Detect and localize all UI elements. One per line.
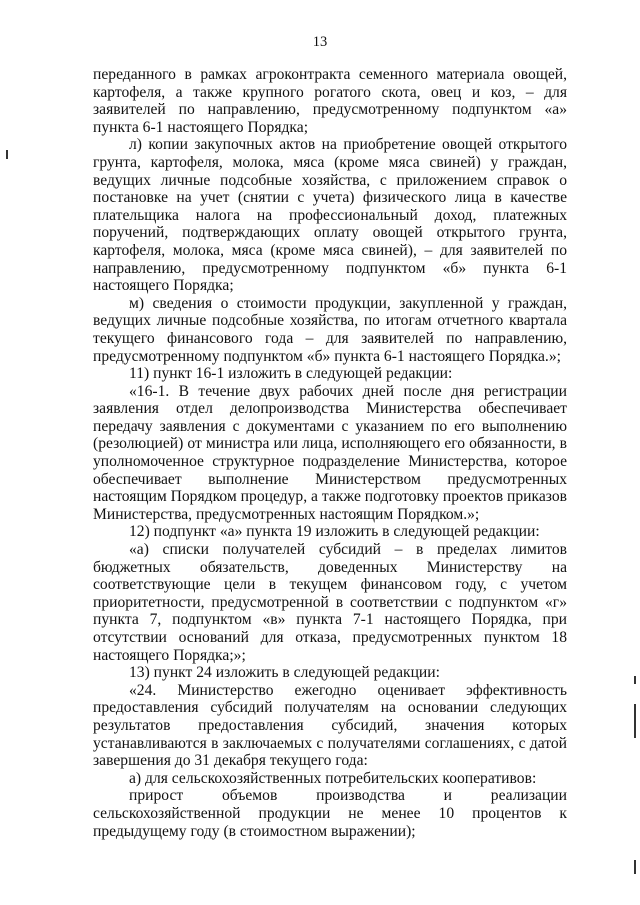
paragraph-clause-16-1: «16-1. В течение двух рабочих дней после дня регистрации заявления отдел делопроизводства Министерства обеспечивает передачу заявления с документами с указанием по его выполнению (резолюцией) от министра или лица, исполняющего его обязанности, в уполномоченное структурное подразделение Министерства, которое обеспечивает выполнение Министерством предусмотренных настоящим Порядком процедур, а также подготовку проектов приказов Министерства, предусмотренных настоящим Порядком.»; xyxy=(93,382,567,523)
scan-mark-right-2 xyxy=(634,704,636,738)
paragraph-continuation: переданного в рамках агроконтракта семенного материала овощей, картофеля, а также крупного рогатого скота, овец и коз, – для заявителей по направлению, предусмотренному подпунктом «а» пункта 6-1 настоящего Порядка; xyxy=(93,66,567,136)
paragraph-clause-24: «24. Министерство ежегодно оценивает эффективность предоставления субсидий получателям на основании следующих результатов предоставления субсидий, значения которых устанавливаются в заключаемых с получателями соглашениях, с датой завершения до 31 декабря текущего года: xyxy=(93,681,567,770)
scan-mark-right-1 xyxy=(634,676,636,684)
paragraph-amendment-13: 13) пункт 24 изложить в следующей редакции: xyxy=(129,664,440,682)
paragraph-item-m: м) сведения о стоимости продукции, закупленной у граждан, ведущих личные подсобные хозяйства, по итогам отчетного квартала текущего финансового года – для заявителей по направлению, предусмотренному подпунктом «б» пункта 6-1 настоящего Порядка.»; xyxy=(93,294,567,365)
paragraph-item-l: л) копии закупочных актов на приобретение овощей открытого грунта, картофеля, молока, мяса (кроме мяса свиней) у граждан, ведущих личные подсобные хозяйства, с приложением справок о постановке на учет (снятии с учета) физического лица в качестве плательщика налога на профессиональный доход, платежных поручений, подтверждающих оплату овощей открытого грунта, картофеля, молока, мяса (кроме мяса свиней), – для заявителей по направлению, предусмотренному подпунктом «б» пункта 6-1 настоящего Порядка; xyxy=(93,136,567,295)
paragraph-cooperatives: а) для сельскохозяйственных потребительских кооперативов: xyxy=(129,769,537,787)
paragraph-amendment-11: 11) пункт 16-1 изложить в следующей редакции: xyxy=(129,365,453,383)
scan-mark-right-3 xyxy=(634,860,636,874)
document-body xyxy=(93,66,567,840)
paragraph-subclause-a: «а) списки получателей субсидий – в пределах лимитов бюджетных обязательств, доведенных Министерству на соответствующие цели в текущем финансовом году, с учетом приоритетности, предусмотренной в соответствии с подпунктом «г» пункта 7, подпунктом «в» пункта 7-1 настоящего Порядка, при отсутствии оснований для отказа, предусмотренных пунктом 18 настоящего Порядка;»; xyxy=(93,541,567,664)
scan-mark-left xyxy=(6,150,8,159)
page-number: 13 xyxy=(312,34,328,50)
paragraph-amendment-12: 12) подпункт «а» пункта 19 изложить в следующей редакции: xyxy=(129,523,540,541)
paragraph-production-growth: прирост объемов производства и реализации сельскохозяйственной продукции не менее 10 процентов к предыдущему году (в стоимостном выражении); xyxy=(93,787,567,840)
